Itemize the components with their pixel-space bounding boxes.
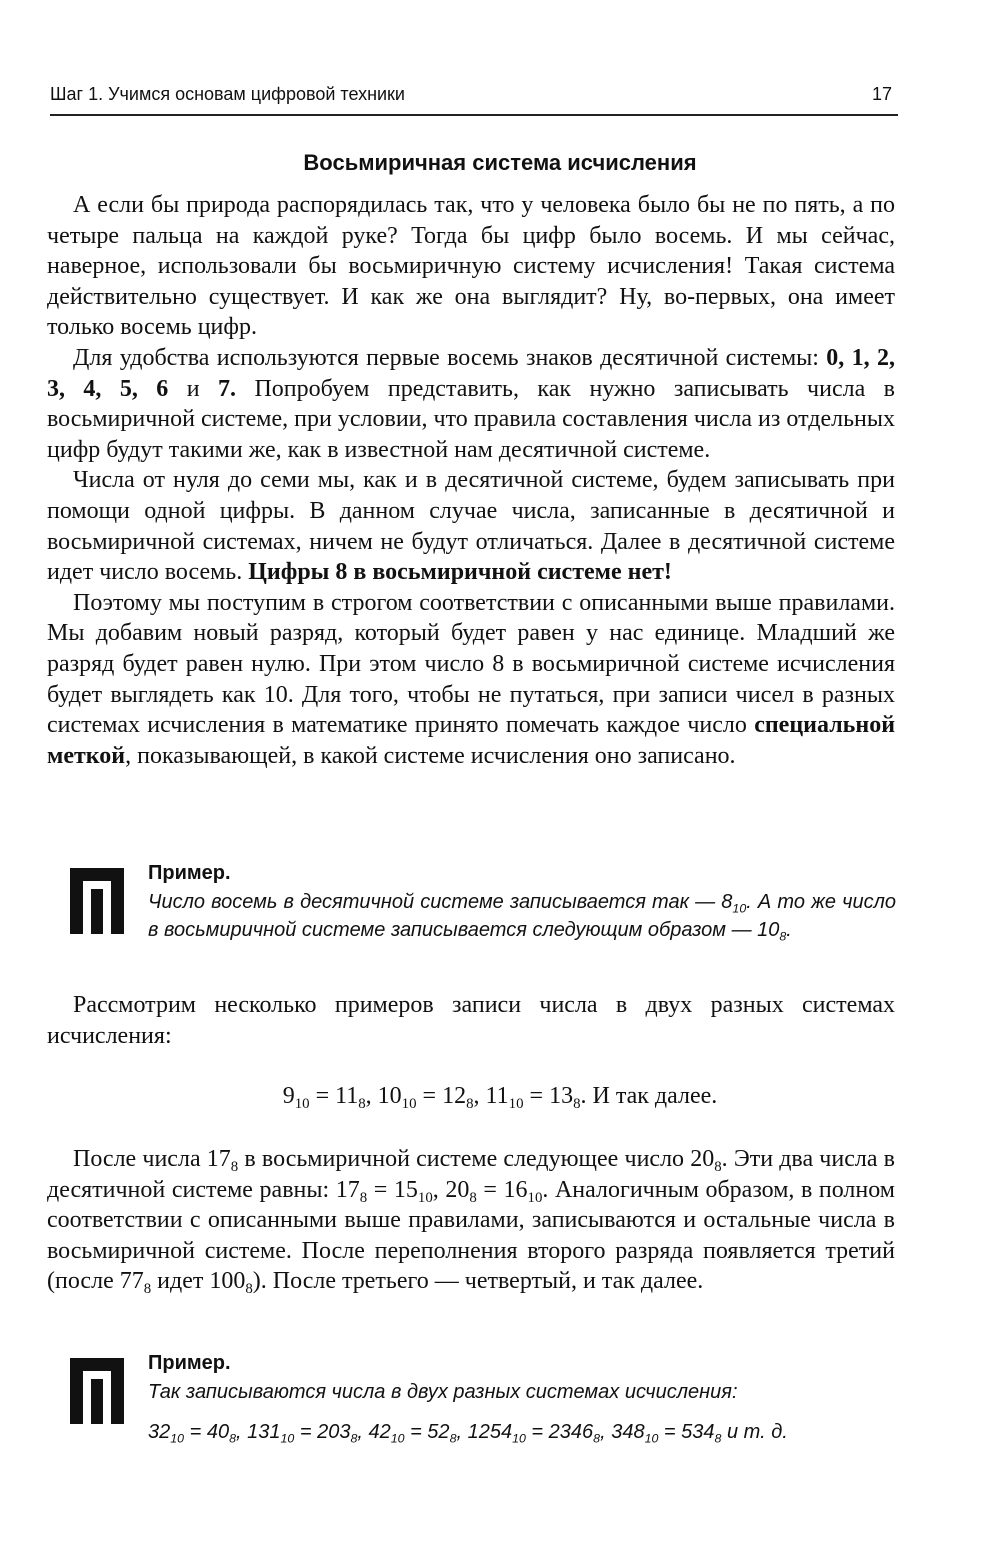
paragraph-5: Рассмотрим несколько примеров записи числа в двух разных системах исчисления: <box>47 992 895 1049</box>
ex2-end: и т. д. <box>721 1421 788 1443</box>
ex2-t3: = 203 <box>294 1421 351 1443</box>
ex1-s1: 10 <box>732 901 747 916</box>
ex2-t5: = 52 <box>404 1421 450 1443</box>
example-icon <box>70 868 124 934</box>
ex2-t8: , 348 <box>600 1421 645 1443</box>
f-d: 12 <box>442 1083 467 1109</box>
f-b: 11 <box>335 1083 359 1109</box>
p6-s5: 8 <box>469 1189 477 1206</box>
p2-and: и <box>186 375 200 402</box>
ex2-s5: 8 <box>449 1431 457 1446</box>
f-d-sub: 8 <box>466 1096 474 1113</box>
ex1-n2: 10 <box>757 919 780 941</box>
ex2-t7: = 2346 <box>525 1421 594 1443</box>
ex2-t0: 32 <box>148 1421 171 1443</box>
ex1-t1: Число восемь в десятичной системе записывается так — <box>148 891 716 913</box>
example-box-1 <box>70 862 896 972</box>
p6-s1: 8 <box>230 1159 239 1176</box>
ex2-s6: 10 <box>512 1431 526 1446</box>
page-number: 17 <box>871 84 892 104</box>
p3-text: Числа от нуля до семи мы, как и в десятичной системе, будем записывать при помощи одной цифры. В данном случае числа, записанные в десятичной и восьмиричной системах, ничем не будут отличаться. Далее в десятичной системе идет число восемь. <box>47 467 895 586</box>
formula-line <box>0 1083 1000 1113</box>
p6-t9: ). После третьего — четвертый, и так далее. <box>252 1268 704 1295</box>
p2-text-a: Для удобства используются первые восемь знаков десятичной системы: <box>73 344 819 371</box>
p6-t5: , 20 <box>432 1176 470 1203</box>
running-header <box>50 80 898 116</box>
p4-text-a: Поэтому мы поступим в строгом соответствии с описанными выше правилами. Мы добавим новый разряд, который будет равен у нас единице. Младший же разряд будет равен нулю. При этом число 8 в восьмиричной системе исчисления будет выглядеть как 10. Для того, чтобы не путаться, при записи чисел в разных системах исчисления в математике принято помечать каждое число <box>47 589 895 739</box>
ex2-s4: 10 <box>390 1431 405 1446</box>
paragraph-2 <box>47 343 895 465</box>
example-text <box>148 888 896 944</box>
ex2-s2: 10 <box>280 1431 295 1446</box>
ex2-t2: , 131 <box>236 1421 281 1443</box>
p6-t1: После числа 17 <box>73 1146 231 1172</box>
p6-t7: . Аналогичным образом, в полном соответствии с описанными выше правилами, записываются и остальные числа в восьмиричной системе. После переполнения второго разряда появляется третий (после 77 <box>47 1176 895 1295</box>
ex1-s2: 8 <box>779 929 787 944</box>
ex1-n1: 8 <box>721 891 733 913</box>
f-f: 13 <box>549 1083 574 1109</box>
ex2-s3: 8 <box>350 1431 358 1446</box>
header-title: Шаг 1. Учимся основам цифровой техники <box>50 84 405 104</box>
p6-s3: 8 <box>359 1189 368 1206</box>
example-icon <box>70 1358 124 1424</box>
p4-bold: специальной меткой <box>47 712 896 769</box>
body-text-3 <box>47 1144 895 1297</box>
ex2-s1: 8 <box>229 1431 236 1446</box>
p6-s8: 8 <box>245 1281 253 1298</box>
f-c-sub: 10 <box>401 1096 417 1113</box>
ex2-s8: 10 <box>644 1431 659 1446</box>
p6-t3: . Эти два числа в десятичной системе равны: 17 <box>47 1146 895 1203</box>
f-tail: . И так далее. <box>580 1083 718 1109</box>
f-b-sub: 8 <box>358 1096 366 1113</box>
f-f-sub: 8 <box>573 1096 581 1113</box>
body-text-2 <box>47 990 895 1051</box>
p6-t4: = 15 <box>367 1176 418 1203</box>
paragraph-1: А если бы природа распорядилась так, что у человека было бы не по пять, а по четыре пальца на каждой руке? Тогда бы цифр было восемь. И мы сейчас, наверное, использовали бы восьмиричную систему исчисления! Такая система действительно существует. И как же она выглядит? Ну, во-первых, она имеет только восемь цифр. <box>47 192 895 341</box>
p3-bold: Цифры 8 в восьмиричной системе нет! <box>248 559 672 586</box>
example-box-2 <box>70 1352 896 1462</box>
ex2-t1: = 40 <box>184 1421 230 1443</box>
example-text <box>148 1378 896 1446</box>
p6-s4: 10 <box>417 1189 433 1206</box>
body-text-1 <box>47 190 895 771</box>
f-eq2: = <box>416 1083 443 1109</box>
f-e: , 11 <box>473 1083 509 1109</box>
f-a: 9 <box>282 1083 295 1109</box>
ex1-t3: . <box>786 919 792 941</box>
ex2-t6: , 1254 <box>456 1421 513 1443</box>
f-eq3: = <box>523 1083 550 1109</box>
p6-s6: 10 <box>527 1189 543 1206</box>
ex1-t2: . А то же число в восьмиричной системе записывается следующим образом — <box>148 891 896 941</box>
paragraph-4 <box>47 588 895 772</box>
ex2-t9: = 534 <box>658 1421 715 1443</box>
f-e-sub: 10 <box>508 1096 524 1113</box>
p2-text-b: Попробуем представить, как нужно записывать числа в восьмиричной системе, при условии, что правила составления числа из отдельных цифр будут такими же, как в известной нам десятичной системе. <box>47 375 896 463</box>
ex2-line1: Так записываются числа в двух разных системах исчисления: <box>148 1381 738 1403</box>
example-label: Пример. <box>148 1352 231 1374</box>
example-label: Пример. <box>148 862 231 884</box>
p2-last-digit: 7. <box>218 375 237 402</box>
paragraph-3 <box>47 465 895 587</box>
ex2-s9: 8 <box>714 1431 722 1446</box>
f-eq1: = <box>309 1083 336 1109</box>
ex2-line2 <box>148 1418 896 1446</box>
section-title: Восьмиричная система исчисления <box>303 150 697 175</box>
f-a-sub: 10 <box>294 1096 310 1113</box>
paragraph-6 <box>47 1144 895 1297</box>
p4-text-b: , показывающей, в какой системе исчисления оно записано. <box>125 742 736 769</box>
ex2-t4: , 42 <box>357 1421 391 1443</box>
p6-t8: идет 100 <box>151 1268 246 1295</box>
p6-t2: в восьмиричной системе следующее число 20 <box>238 1146 715 1172</box>
p2-digits: 0, 1, 2, 3, 4, 5, 6 <box>47 344 895 402</box>
f-c: , 10 <box>365 1083 402 1109</box>
ex2-s0: 10 <box>170 1431 185 1446</box>
ex2-s7: 8 <box>593 1431 601 1446</box>
p6-s7: 8 <box>143 1281 152 1298</box>
p6-s2: 8 <box>714 1159 722 1176</box>
p6-t6: = 16 <box>476 1176 528 1203</box>
